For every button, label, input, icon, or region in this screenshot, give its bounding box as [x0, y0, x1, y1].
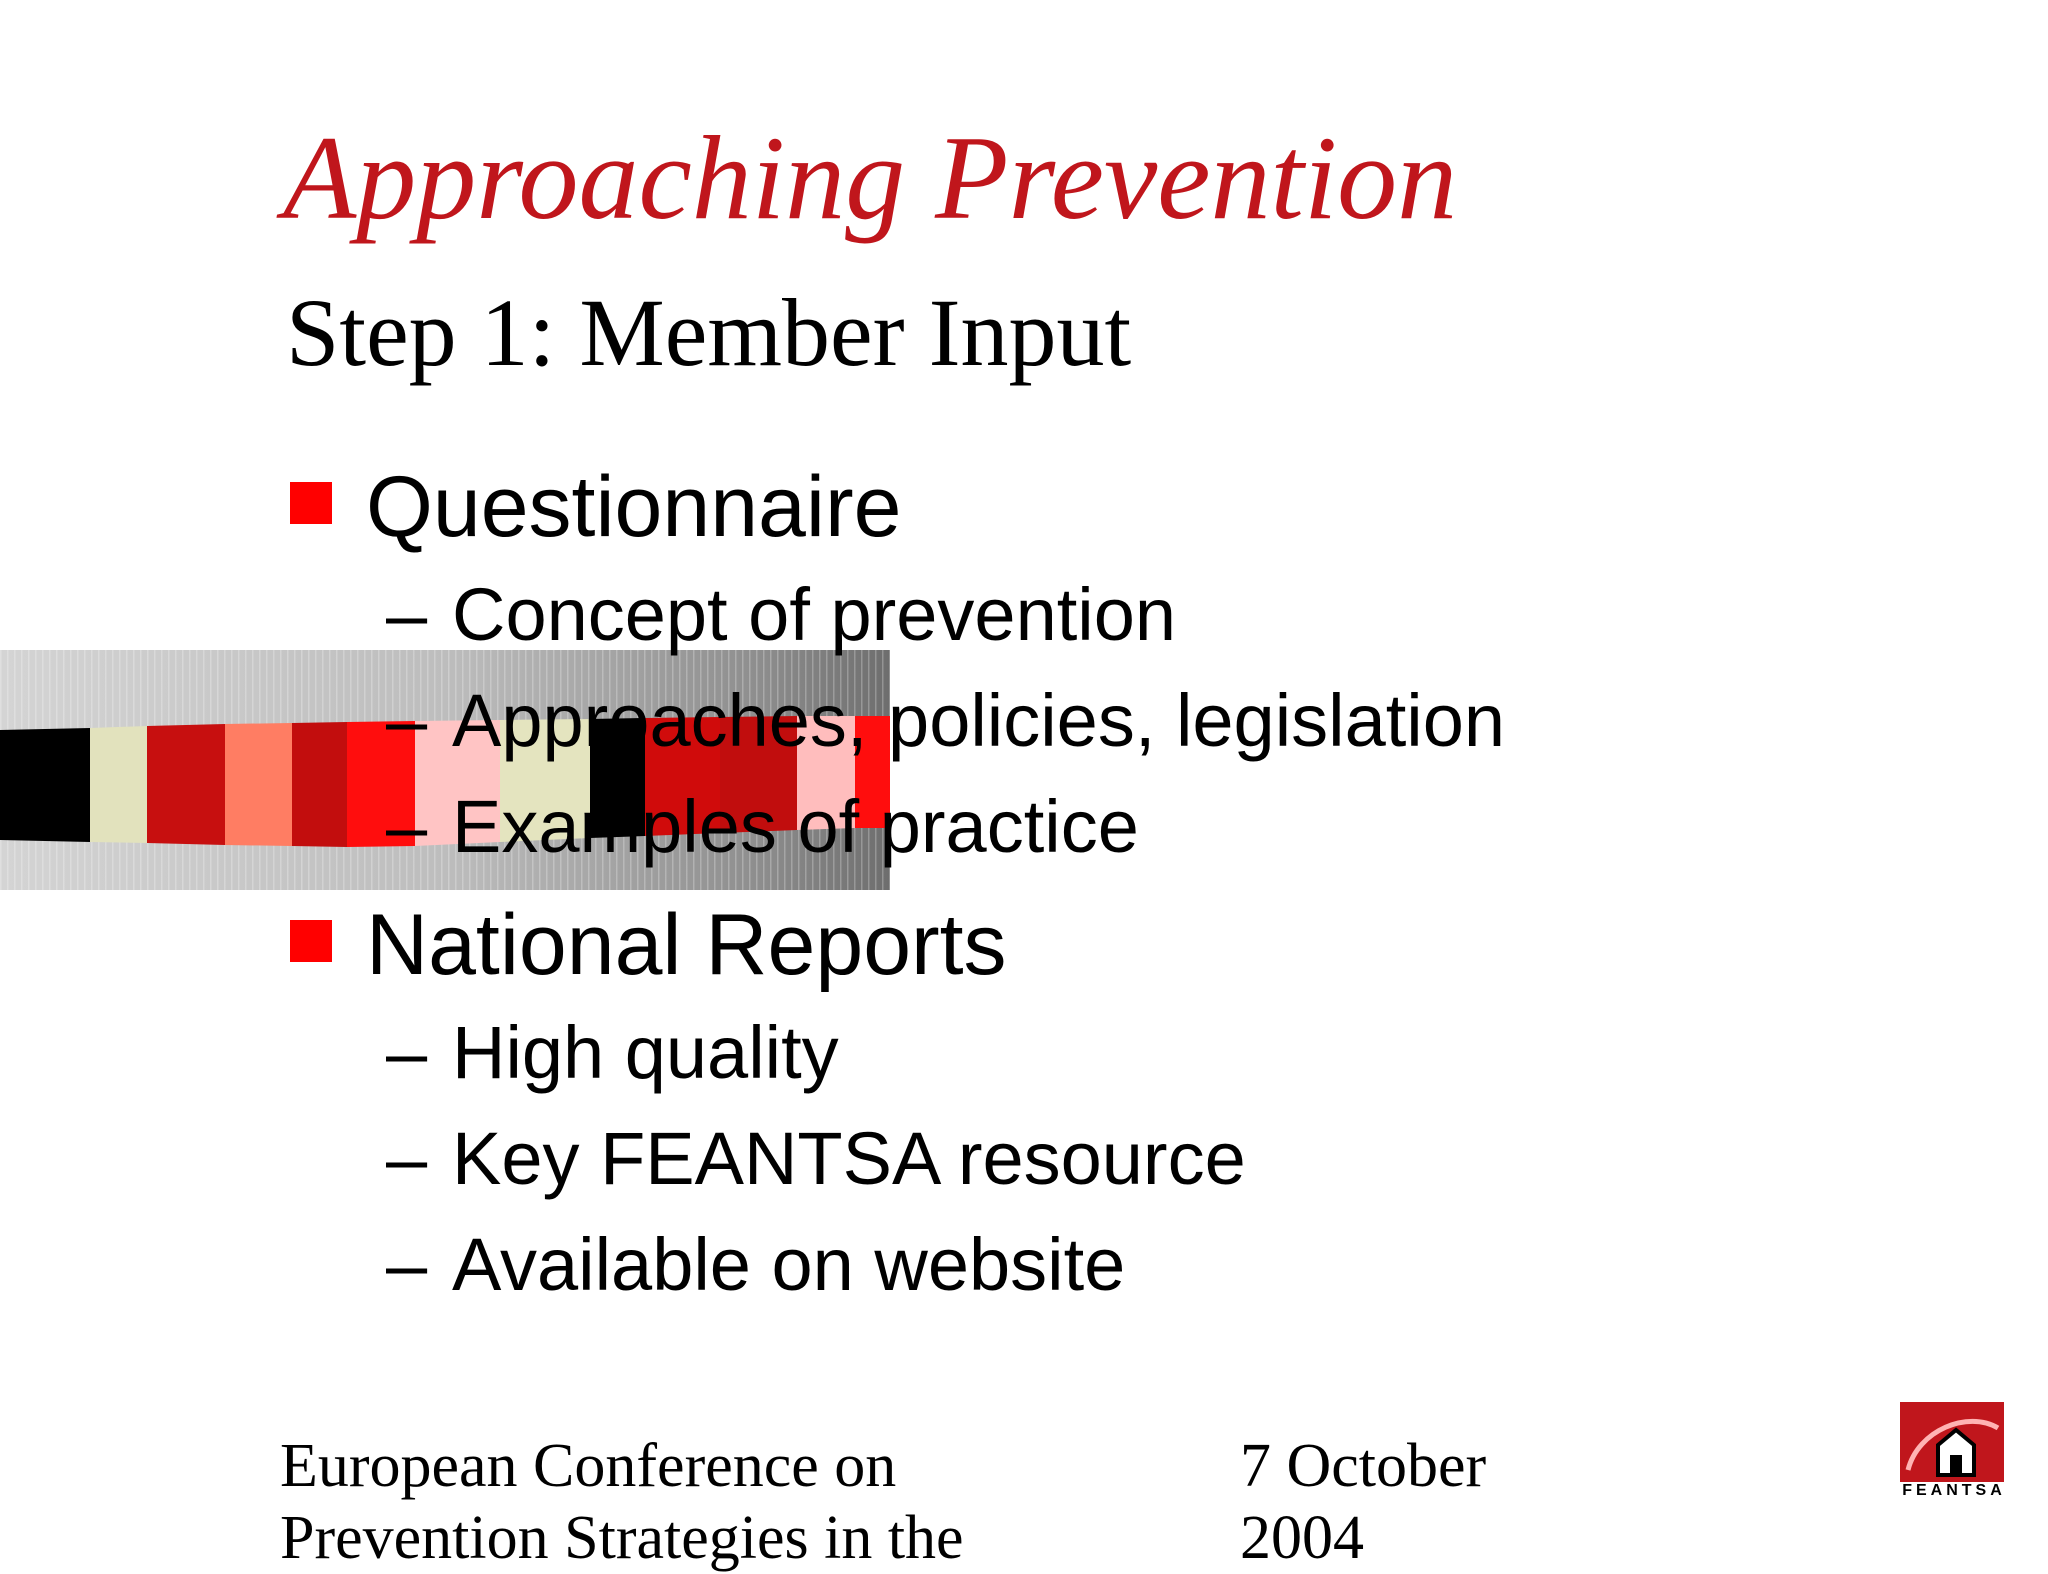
bullet-label: National Reports — [366, 897, 1007, 993]
sub-item — [386, 573, 1177, 656]
dash: – — [386, 1223, 428, 1306]
bullet-label: Questionnaire — [366, 459, 902, 555]
sub-item — [386, 1117, 1246, 1200]
footer-event-line: European Conference on — [280, 1432, 897, 1500]
dash: – — [386, 679, 428, 762]
bullet-questionnaire — [290, 459, 902, 555]
red-square-bullet-icon — [290, 482, 332, 524]
sub-item — [386, 1223, 1126, 1306]
sub-item-text: Examples of practice — [452, 785, 1139, 868]
dash: – — [386, 785, 428, 868]
footer-event-name — [280, 1430, 1100, 1574]
sub-item-text: Approaches, policies, legislation — [452, 679, 1506, 762]
sub-item-text: Available on website — [452, 1223, 1126, 1306]
slide-subtitle: Step 1: Member Input — [286, 279, 1132, 386]
footer-date-line: 7 October — [1240, 1432, 1487, 1500]
footer-event-line: Prevention Strategies in the — [280, 1504, 964, 1572]
sub-item-text: Concept of prevention — [452, 573, 1177, 656]
sub-item — [386, 785, 1139, 868]
sub-item — [386, 1011, 839, 1094]
footer-date — [1240, 1430, 1600, 1574]
sub-item-text: Key FEANTSA resource — [452, 1117, 1246, 1200]
red-square-bullet-icon — [290, 920, 332, 962]
dash: – — [386, 1117, 428, 1200]
footer-date-line: 2004 — [1240, 1504, 1364, 1572]
dash: – — [386, 573, 428, 656]
sub-item-text: High quality — [452, 1011, 839, 1094]
dash: – — [386, 1011, 428, 1094]
logo-text: FEANTSA — [1902, 1482, 2006, 1499]
bullet-national-reports — [290, 897, 1007, 993]
slide-title: Approaching Prevention — [283, 111, 1458, 244]
sub-item — [386, 679, 1506, 762]
